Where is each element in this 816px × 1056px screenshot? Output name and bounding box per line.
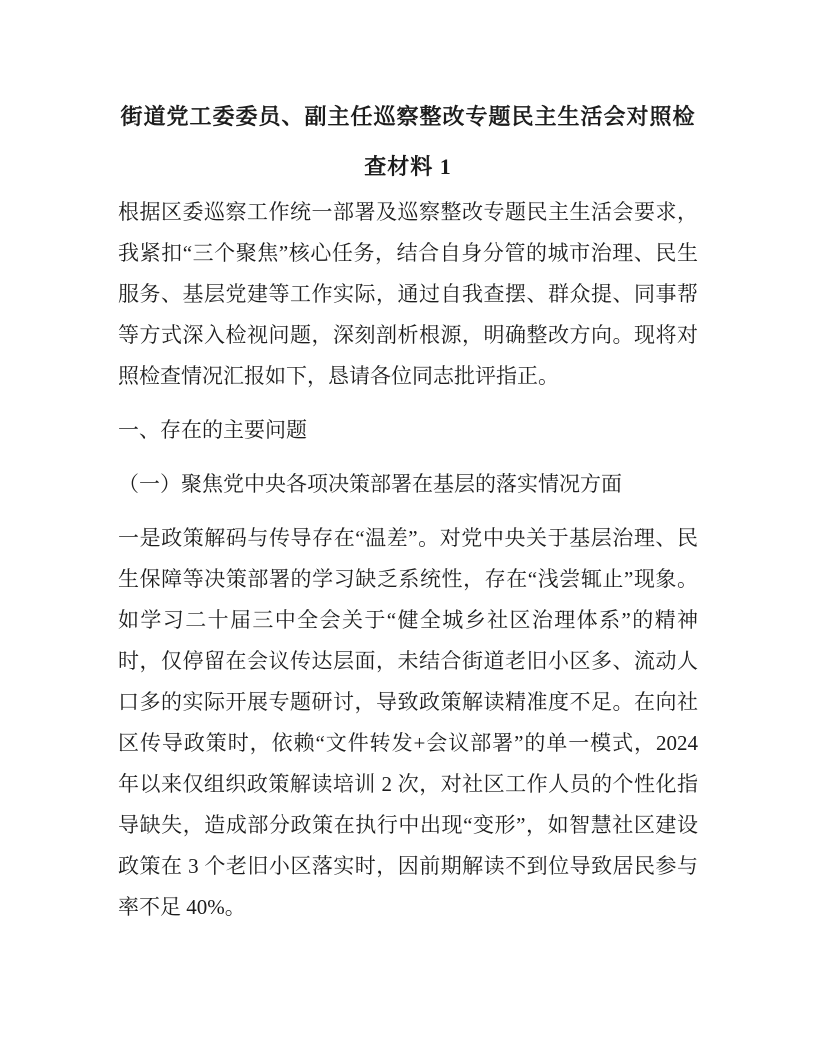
intro-paragraph: 根据区委巡察工作统一部署及巡察整改专题民主生活会要求，我紧扣“三个聚焦”核心任务，结合自身分管的城市治理、民生服务、基层党建等工作实际，通过自我查摆、群众提、同事帮等方式深入检视问题，深刻剖析根源，明确整改方向。现将对照检查情况汇报如下，恳请各位同志批评指正。 <box>118 200 698 388</box>
body-paragraph-policy-decoding: 一是政策解码与传导存在“温差”。对党中央关于基层治理、民生保障等决策部署的学习缺乏系统性，存在“浅尝辄止”现象。如学习二十届三中全会关于“健全城乡社区治理体系”的精神时，仅停留在会议传达层面，未结合街道老旧小区多、流动人口多的实际开展专题研讨，导致政策解读精准度不足。在向社区传导政策时，依赖“文件转发+会议部署”的单一模式，2024 年以来仅组织政策解读培训 2 次，对社区工作人员的个性化指导缺失，造成部分政策在执行中出现“变形”，如智慧社区建设政策在 3 个老旧小区落实时，因前期解读不到位导致居民参与率不足 40%。 <box>118 526 698 919</box>
subsection-heading-policy-implementation: （一）聚焦党中央各项决策部署在基层的落实情况方面 <box>118 472 622 496</box>
document-title: 街道党工委委员、副主任巡察整改专题民主生活会对照检查材料 1 <box>120 104 696 179</box>
section-heading-main-problems: 一、存在的主要问题 <box>118 418 307 442</box>
